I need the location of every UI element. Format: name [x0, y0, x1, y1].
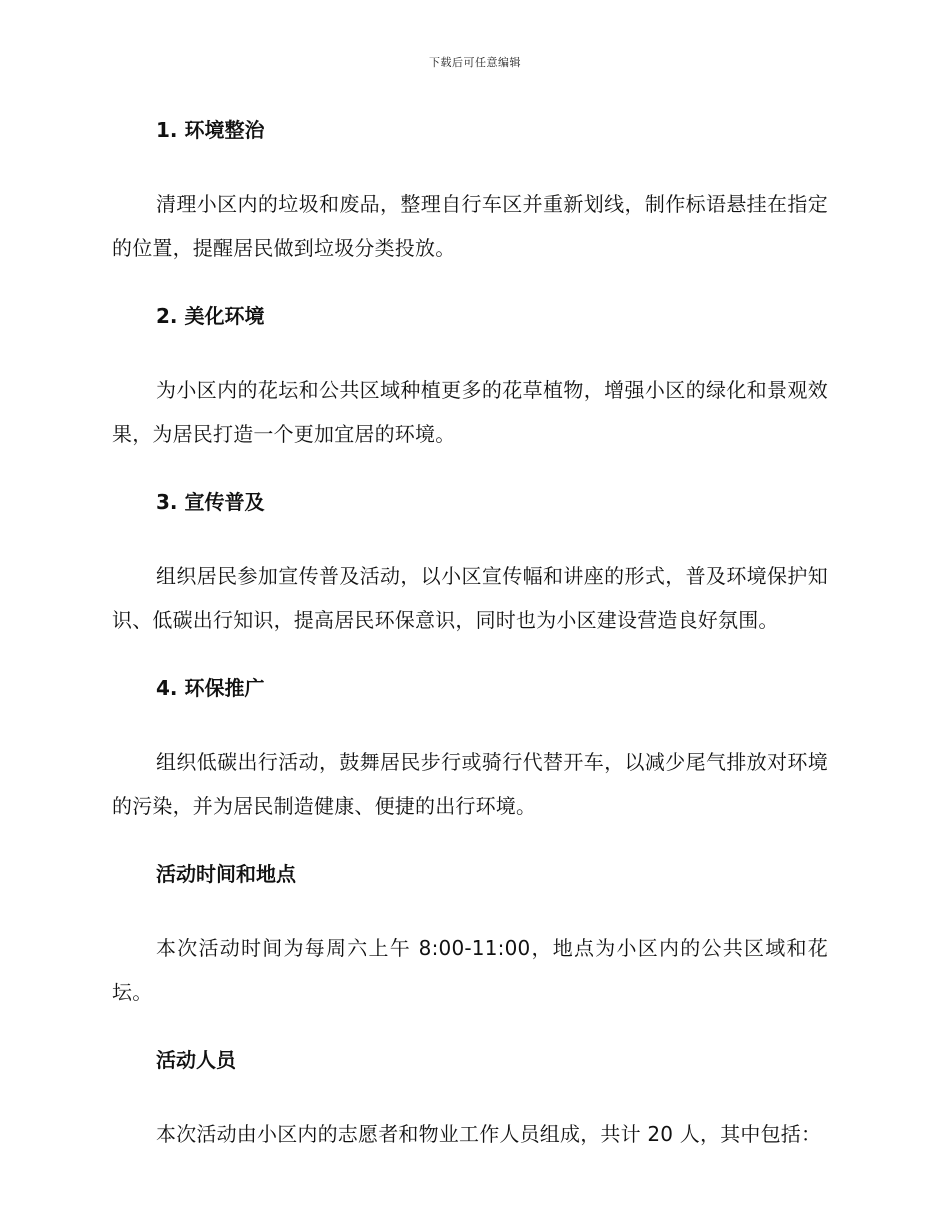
document-body: [112, 110, 828, 1156]
section-paragraph-participants: 本次活动由小区内的志愿者和物业工作人员组成，共计 20 人，其中包括：: [156, 1122, 822, 1146]
section-paragraph-publicity: 组织居民参加宣传普及活动，以小区宣传幅和讲座的形式，普及环境保护知识、低碳出行知识，提高居民环保意识，同时也为小区建设营造良好氛围。: [112, 564, 828, 632]
section-heading-time-and-place: 活动时间和地点: [156, 862, 296, 886]
section-heading-environment-cleanup: 1. 环境整治: [156, 118, 265, 142]
section-heading-beautify-environment: 2. 美化环境: [156, 304, 265, 328]
section-heading-publicity: 3. 宣传普及: [156, 490, 265, 514]
section-heading-eco-promotion: 4. 环保推广: [156, 676, 265, 700]
section-heading-participants: 活动人员: [156, 1048, 236, 1072]
section-paragraph-time-and-place: 本次活动时间为每周六上午 8:00-11:00，地点为小区内的公共区域和花坛。: [112, 936, 828, 1004]
section-paragraph-environment-cleanup: 清理小区内的垃圾和废品，整理自行车区并重新划线，制作标语悬挂在指定的位置，提醒居民做到垃圾分类投放。: [112, 192, 828, 260]
section-paragraph-eco-promotion: 组织低碳出行活动，鼓舞居民步行或骑行代替开车，以减少尾气排放对环境的污染，并为居民制造健康、便捷的出行环境。: [112, 750, 828, 818]
section-paragraph-beautify-environment: 为小区内的花坛和公共区域种植更多的花草植物，增强小区的绿化和景观效果，为居民打造一个更加宜居的环境。: [112, 378, 828, 446]
header-note: 下载后可任意编辑: [429, 56, 521, 69]
